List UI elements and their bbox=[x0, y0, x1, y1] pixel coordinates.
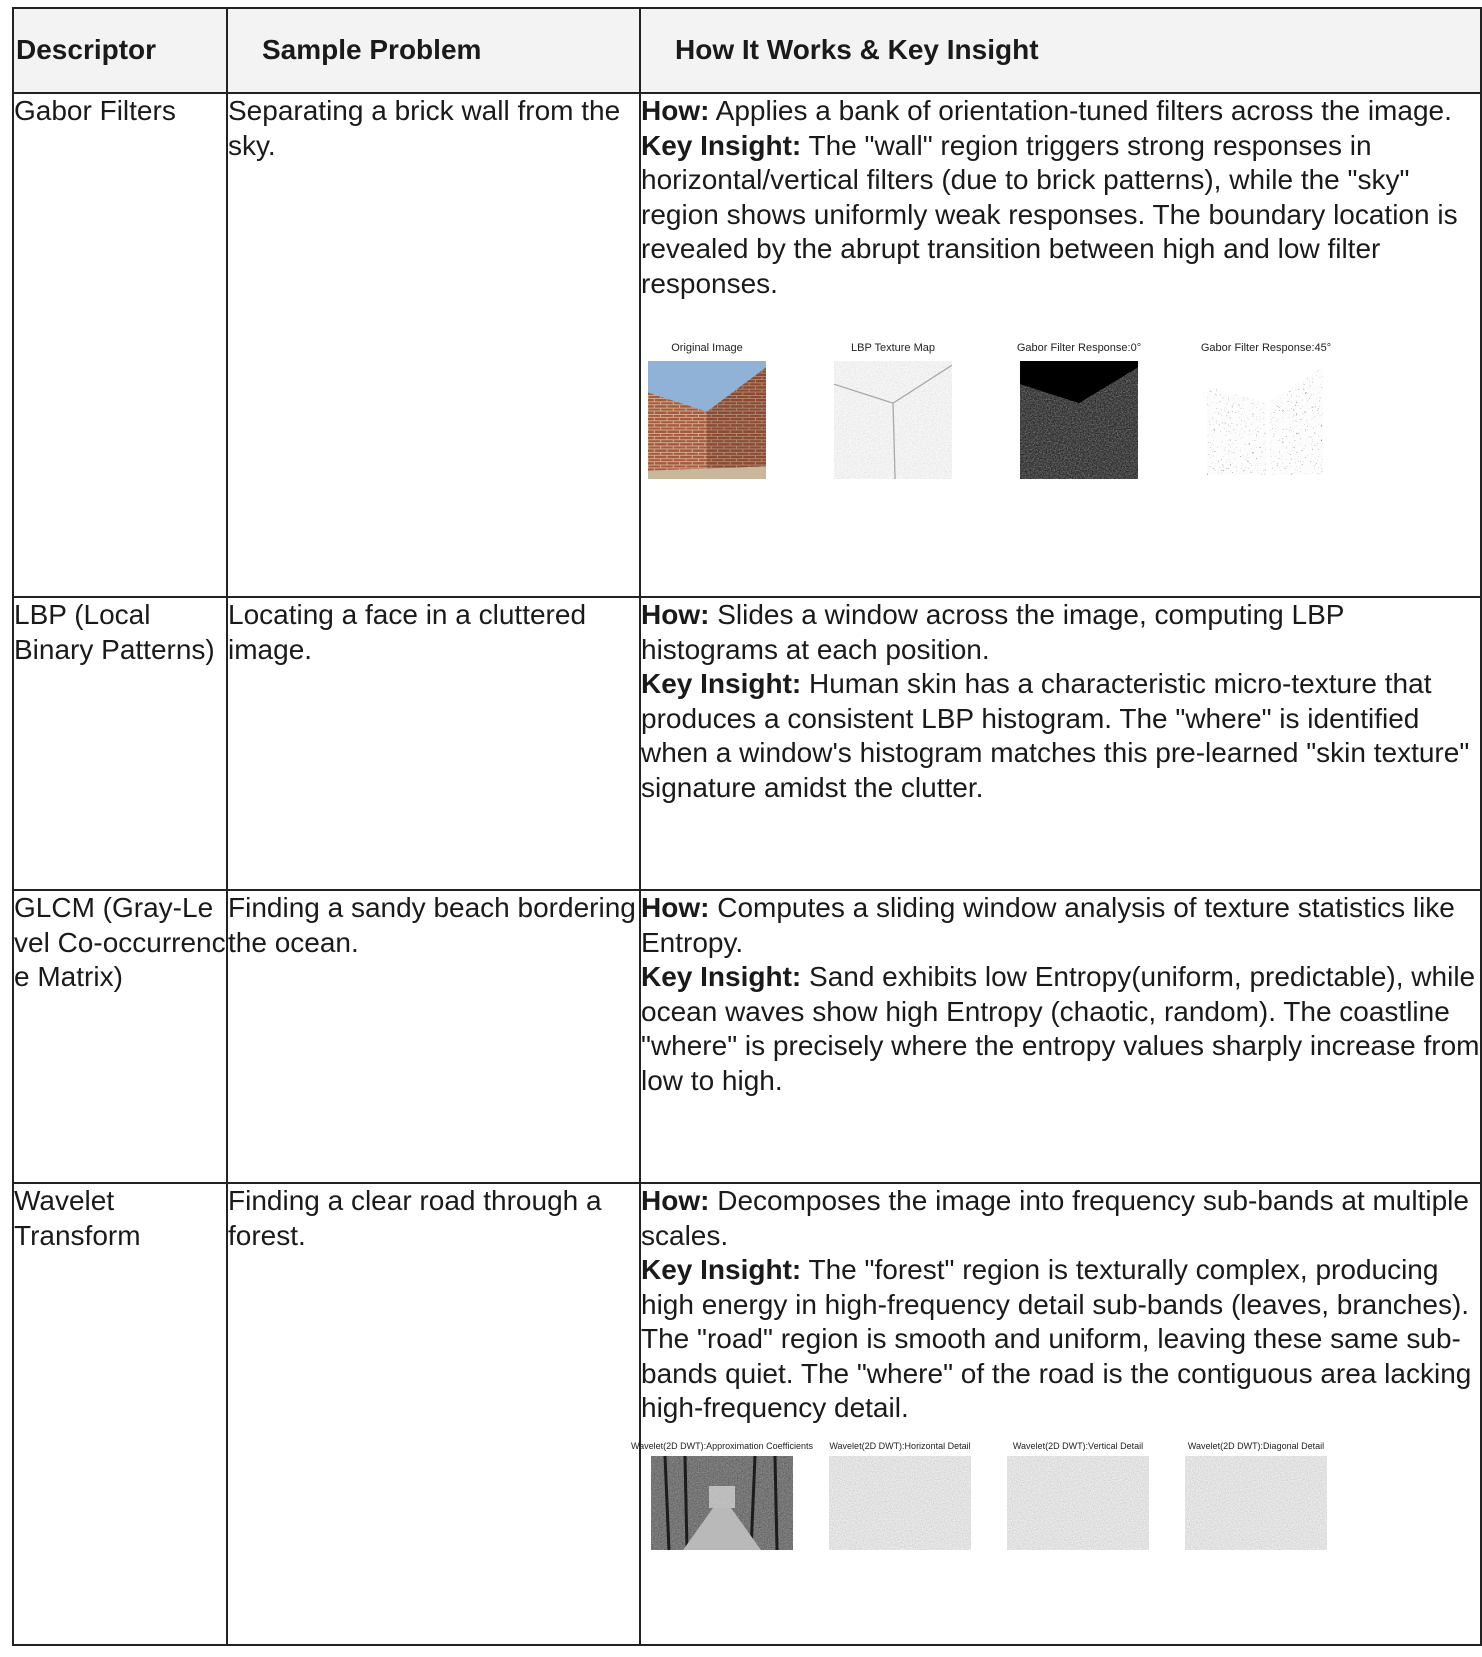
problem-cell: Locating a face in a cluttered image. bbox=[227, 597, 640, 890]
descriptor-cell: Wavelet Transform bbox=[13, 1183, 227, 1645]
figure-original-image bbox=[627, 341, 787, 479]
lbp-texture-map-icon bbox=[834, 361, 952, 479]
how-cell bbox=[630, 1183, 1481, 1645]
insight-text bbox=[641, 667, 1480, 805]
figure-caption: Wavelet(2D DWT):Horizontal Detail bbox=[829, 1440, 971, 1451]
how-description: Slides a window across the image, computing LBP histograms at each position. bbox=[641, 599, 1344, 665]
gabor-response-45-icon bbox=[1207, 361, 1325, 479]
descriptor-cell: GLCM (Gray-Level Co-occurrence Matrix) bbox=[13, 890, 227, 1183]
insight-description: The "wall" region triggers strong responses in horizontal/vertical filters (due to brick patterns), while the "sky" region shows uniformly weak responses. The boundary location is revealed by the abrupt transition between high and low filter responses. bbox=[641, 129, 1458, 299]
figure-caption: Gabor Filter Response:0° bbox=[1016, 342, 1142, 354]
how-cell bbox=[640, 597, 1481, 890]
figure-caption: Wavelet(2D DWT):Diagonal Detail bbox=[1187, 1440, 1325, 1451]
table-row bbox=[13, 890, 1481, 1183]
table-row bbox=[13, 93, 1481, 597]
insight-description: Human skin has a characteristic micro-texture that produces a consistent LBP histogram. The "where" is identified when a window's histogram matches this pre-learned "skin texture" signature amidst the clutter. bbox=[641, 668, 1470, 803]
how-text bbox=[641, 94, 1480, 129]
how-description: Computes a sliding window analysis of texture statistics like Entropy. bbox=[641, 892, 1455, 958]
figure-caption: Gabor Filter Response:45° bbox=[1200, 342, 1332, 354]
insight-text bbox=[641, 129, 1480, 302]
insight-text bbox=[641, 960, 1480, 1098]
forest-road-approximation-icon bbox=[651, 1456, 793, 1550]
how-description: Applies a bank of orientation-tuned filters across the image. bbox=[709, 95, 1452, 126]
figure-caption: Wavelet(2D DWT):Vertical Detail bbox=[1012, 1440, 1144, 1451]
header-descriptor: Descriptor bbox=[13, 8, 227, 93]
figure-diagonal-detail bbox=[1161, 1440, 1351, 1550]
how-label: How: bbox=[641, 599, 710, 630]
how-label: How: bbox=[641, 1185, 710, 1216]
noise-horizontal-detail-icon bbox=[829, 1456, 971, 1550]
how-label: How: bbox=[641, 95, 710, 126]
problem-cell: Separating a brick wall from the sky. bbox=[227, 93, 640, 597]
how-text bbox=[641, 891, 1480, 960]
key-insight-label: Key Insight: bbox=[641, 1254, 802, 1285]
gabor-response-0-icon bbox=[1020, 361, 1138, 479]
insight-description: Sand exhibits low Entropy(uniform, predictable), while ocean waves show high Entropy (chaotic, random). The coastline "where" is precisely where the entropy values sharply increase from low to high. bbox=[641, 961, 1480, 1096]
header-row bbox=[13, 8, 1481, 93]
how-text bbox=[641, 1184, 1480, 1253]
how-cell bbox=[640, 890, 1481, 1183]
noise-diagonal-detail-icon bbox=[1185, 1456, 1327, 1550]
header-sample-problem: Sample Problem bbox=[227, 8, 640, 93]
table-row bbox=[13, 1183, 1481, 1645]
problem-cell: Finding a clear road through a forest. bbox=[227, 1183, 640, 1645]
noise-vertical-detail-icon bbox=[1007, 1456, 1149, 1550]
figure-lbp-map bbox=[813, 341, 973, 479]
insight-text bbox=[641, 1253, 1480, 1426]
insight-description: The "forest" region is texturally complex, producing high energy in high-frequency detail sub-bands (leaves, branches). The "road" region is smooth and uniform, leaving these same sub-bands quiet. The "where" of the road is the contiguous area lacking high-frequency detail. bbox=[641, 1254, 1472, 1423]
figure-gabor-0 bbox=[999, 341, 1159, 479]
how-label: How: bbox=[641, 892, 710, 923]
figure-gabor-45 bbox=[1186, 341, 1346, 479]
figure-strip bbox=[641, 341, 1480, 491]
brick-wall-photo-icon bbox=[648, 361, 766, 479]
descriptor-cell: Gabor Filters bbox=[13, 93, 227, 597]
problem-cell: Finding a sandy beach bordering the ocean. bbox=[227, 890, 640, 1183]
how-text bbox=[641, 598, 1480, 667]
key-insight-label: Key Insight: bbox=[641, 961, 802, 992]
figure-horizontal-detail bbox=[805, 1440, 995, 1550]
figure-caption: Original Image bbox=[671, 342, 743, 354]
figure-caption: Wavelet(2D DWT):Approximation Coefficients bbox=[630, 1440, 814, 1451]
descriptor-table bbox=[12, 7, 1482, 1646]
key-insight-label: Key Insight: bbox=[641, 668, 802, 699]
figure-vertical-detail bbox=[983, 1440, 1173, 1550]
key-insight-label: Key Insight: bbox=[641, 129, 802, 161]
how-description: Decomposes the image into frequency sub-bands at multiple scales. bbox=[641, 1185, 1469, 1251]
figure-approximation bbox=[627, 1440, 817, 1550]
figure-strip bbox=[630, 1440, 1480, 1560]
figure-caption: LBP Texture Map bbox=[851, 342, 935, 354]
header-how-it-works: How It Works & Key Insight bbox=[640, 8, 1481, 93]
table-row bbox=[13, 597, 1481, 890]
how-cell bbox=[640, 93, 1481, 597]
descriptor-cell: LBP (Local Binary Patterns) bbox=[13, 597, 227, 890]
